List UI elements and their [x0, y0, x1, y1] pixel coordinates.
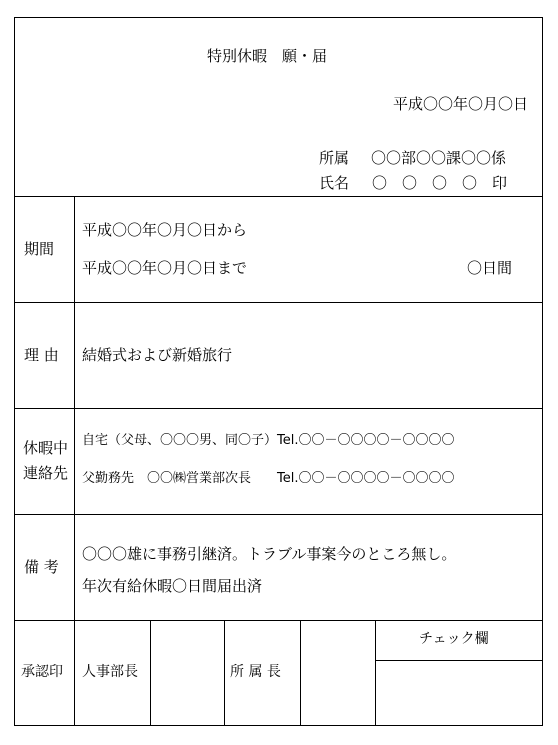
- contact-work: 父勤務先 〇〇㈱営業部次長 Tel.〇〇－〇〇〇〇－〇〇〇〇: [82, 471, 455, 486]
- check-seal-box[interactable]: [376, 661, 541, 724]
- row-divider-period: [15, 302, 542, 303]
- reason-text: 結婚式および新婚旅行: [82, 346, 233, 364]
- name-label: 氏名: [319, 174, 350, 192]
- name-value-with-seal: 〇 〇 〇 〇 印: [372, 174, 508, 192]
- dept-manager-label: 所 属 長: [230, 664, 281, 680]
- row-divider-header: [15, 196, 542, 197]
- row-divider-reason: [15, 408, 542, 409]
- remarks-line2: 年次有給休暇〇日間届出済: [82, 577, 263, 595]
- dept-manager-seal-box[interactable]: [301, 621, 374, 724]
- remarks-label: 備 考: [24, 558, 59, 576]
- check-column-header: チェック欄: [419, 631, 489, 647]
- reason-label: 理 由: [24, 346, 59, 364]
- department-label: 所属: [319, 149, 350, 167]
- contact-home: 自宅（父母、〇〇〇男、同〇子）Tel.〇〇－〇〇〇〇－〇〇〇〇: [82, 433, 455, 448]
- period-days: 〇日間: [467, 259, 513, 277]
- leave-request-form: [14, 17, 543, 726]
- contact-label-line2: 連絡先: [23, 464, 69, 482]
- row-divider-remarks: [15, 620, 542, 621]
- remarks-line1: 〇〇〇雄に事務引継済。トラブル事案今のところ無し。: [82, 545, 457, 563]
- hr-manager-label: 人事部長: [82, 664, 138, 680]
- period-label: 期間: [24, 240, 55, 258]
- approval-label: 承認印: [21, 664, 63, 680]
- contact-label-line1: 休暇中: [23, 439, 69, 457]
- department-value: 〇〇部〇〇課〇〇係: [371, 149, 507, 167]
- form-title: 特別休暇 願・届: [207, 47, 328, 65]
- label-column-divider: [74, 196, 75, 725]
- application-date: 平成〇〇年〇月〇日: [392, 95, 528, 113]
- period-to: 平成〇〇年〇月〇日まで: [82, 259, 248, 277]
- approval-divider-2: [224, 620, 225, 725]
- hr-manager-seal-box[interactable]: [151, 621, 223, 724]
- row-divider-contact: [15, 514, 542, 515]
- period-from: 平成〇〇年〇月〇日から: [82, 221, 248, 239]
